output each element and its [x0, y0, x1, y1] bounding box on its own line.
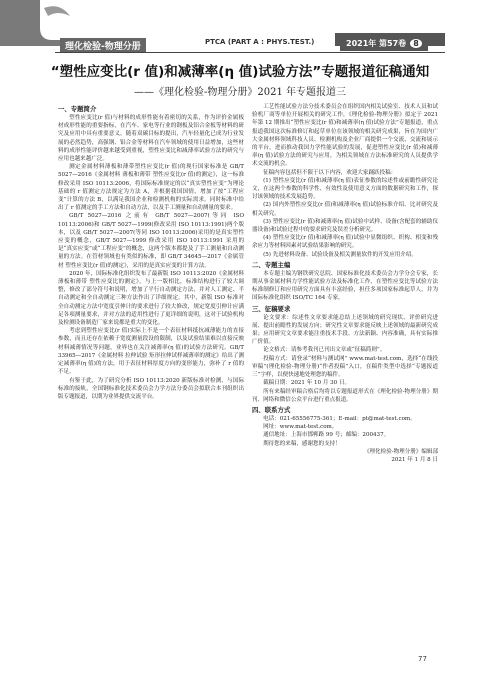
signature-date: 2021 年 1 月 8 日	[391, 456, 438, 463]
paragraph: 截稿日期：2021 年 10 月 30 日。	[263, 380, 351, 387]
paragraph: 有鉴于此，为了研究分析 ISO 10113:2020 新版标准对检测、与国际标准的接轨，全国钢标准化技术委员会力学方法分委员会拟联合本刊组织出版专题报道，以期为业界提供交流平台。	[58, 377, 244, 400]
paragraph: 工艺性能试验方法分技术委员会在组织国内相关试验室、技术人员和试验机厂商等单位开展相关的研究工作，《理化检验-物理分册》拟定于 2021 年第 12 期推出“塑性应变比(r 值)和减薄率(η 值)试验方法”专题报道，重点报道我国这次标准修订和起草单位在该领域的相关研究成果，旨在为国内广大金属材料领域科技人员、检测机构及企业厂商提供一个交流、交流和展示的平台，进而推动我国力学性能试验的发展，促进塑性应变比(r 值)和减薄率(η 值)试验方法的研究与应用，为相关领域在方法标准研究的人员提供学术交流的机会。	[252, 104, 438, 168]
issue-number: 8	[410, 39, 422, 48]
list-item: (5) 先进材料设备、试验设备及相关测量软件的开发应用介绍。	[263, 251, 417, 258]
issue-badge	[340, 36, 428, 51]
paragraph: 论文格式：请参考我刊已刊出文章或“征稿简则”。	[263, 347, 386, 354]
list-item: (2) 国内外塑性应变比(r 值)和减薄率(η 值)试验标准介绍、比对研究及相关研究。	[252, 202, 438, 217]
paragraph: 投稿方式：请登录“材料与测试网” www.mat-test.com，选择“在线投审稿”(理化检验-物理分册)“作者投稿”入口，在稿件类型中选择“专题报道三”字样，以便快速地处理您的稿件。	[252, 355, 438, 379]
header-rule	[55, 52, 445, 53]
contact-line: 通信地址：上海市邯郸路 99 号；邮编：200437。	[263, 432, 390, 439]
article-subtitle: ——《理化检验-物理分册》2021 年专题报道三	[133, 87, 346, 98]
paragraph: 本专题主编为钢铁研究总院、国家标准化技术委员会力学分会专家，长期从事金属材料力学性能试验方法及标准化工作，在塑性应变比等试验方法标准制修订和应用研究方面具有丰富经验，担任多项国家标准起草人，并为国际标准化组织 ISO/TC 164 专家。	[252, 270, 438, 302]
contact-line: 电话：021-65556775-361；E-mail：pt@mat-test.com。	[263, 415, 416, 422]
journal-logo-text: 理化检验-物理分册	[60, 38, 146, 53]
list-item: (1) 塑性应变比(r 值)和减薄率(η 值)表征参数的综述性或前瞻性研究论文，在这两个参数的科学性、有效性及使用意义方面的数据研究和工作，探讨该领域的技术发展趋势。	[252, 177, 438, 201]
section-heading-requirements: 三、征稿要求	[252, 304, 291, 313]
issue-text: 2021年 第57卷	[346, 39, 407, 48]
paragraph: 测定金属材料薄板和薄带塑性应变比(r 值)的现行国家标准是 GB/T 5027—2016《金属材料 薄板和薄带 塑性应变比(r 值)的测定》，这一标准修改采用 ISO 10113:2006，将国际标准规定的以“真实塑性应变”为理论基础的 r 值测定方法规定为方法 A，并根据我国国情，增加了按“工程应变”计算的方法 B，以满足我国企业和检测机构的实际需求。同时标准中给出了 r 值测定的手工方法和自动方法，以及手工测量和自动测量的要求。	[58, 164, 244, 212]
list-item: (4) 塑性应变比(r 值)和减薄率(η 值)试验中显微组织、织构、相变和残余应力等材料因素对试验结果影响的研究。	[252, 235, 438, 250]
contact-line: 网址：www.mat-test.com。	[263, 424, 338, 431]
section-heading-contact: 四、联系方式	[252, 405, 291, 414]
paragraph: 2020 年，国际标准化组织发布了最新版 ISO 10113:2020《金属材料 薄板和薄带 塑性应变比的测定》，与上一版相比，标准结构进行了较大调整，修改了部分符号和说明，增加了平行自动测定方法，并对人工测定、半自动测定和全自动测定三种方法作出了详细规定。其中，新版 ISO 标准对全自动测定方法中宽度引伸计的要求进行了较大修改，规定宽度引伸计应满足各项测量要求，并对方法的适用性进行了更详细的说明，这对于试验机构及检测设备制造厂家来说都是重大的变化。	[58, 270, 244, 327]
paragraph: GB/T 5027—2016 之前有 GB/T 5027—2007(等同 ISO 10113:2006)和 GB/T 5027—1999(修改采用 ISO 10113:1991)两个版本，以及 GB/T 5027—2007(等同 ISO 10113:2006)采用的是真实塑性应变的概念，GB/T 5027—1999 修改采用 ISO 10113:1991 采用的是“真实应变”或“工程应变”的概念，这两个版本都提及了手工测量和自动测量的方法。在管材领域也有类似的标准，即 GB/T 34645—2017《金属管材 塑性应变比(r 值)的测定》，采用的是真实应变的计算方法。	[58, 213, 244, 269]
page-header	[0, 0, 480, 52]
section-heading-editor: 二、专题主编	[252, 260, 291, 269]
list-item: (3) 塑性应变比(r 值)和减薄率(η 值)试验中试样、设备(含配套的辅助仪器设备)和试验过程中的要求研究及误差分析研究。	[252, 218, 438, 234]
paragraph: 考虑到塑性应变比(r 值)实际上不是一个表征材料抵抗减薄能力的直接参数，而且还存在依赖于宽度测量段设的限制，以及试验结果难以直接反映材料减薄情况等问题，业界也在关注减薄率(η 值)的试验方法研究。GB/T 33965—2017《金属材料 拉伸试验 矩形拉伸试样减薄率的测定》给出了测定减薄率(η 值)的方法，用于表征材料厚度方向的变形能力，弥补了 r 值的不足。	[58, 328, 244, 376]
contact-line: 期待您的来稿，感谢您的支持！	[263, 440, 341, 447]
article-title: “塑性应变比(r 值)和减薄率(η 值)试验方法”专题报道征稿通知	[50, 64, 430, 80]
right-column	[252, 103, 438, 464]
paragraph: 论文要求：综述性文章要求能总结上述领域的研究现状、评价研究进展、提出前瞻性的发展方向；研究性文章要求能反映上述领域的最新研究成果；应用研究文章要求能注重技术手段、方法新颖、内容准确，具有实际推广价值。	[252, 314, 438, 346]
journal-name: PTCA (PART A : PHYS.TEST.)	[205, 38, 315, 46]
paragraph: 所有来稿经审稿合格后均将以专题报道形式在《理化检验-物理分册》期刊、网络和微信公众平台进行重点报道。	[252, 388, 438, 403]
section-heading-intro: 一、专题简介	[58, 105, 97, 113]
list-intro: 征稿内容包括但不限于以下内容，欢迎大家踊跃投稿：	[263, 169, 397, 176]
paragraph: 塑性应变比(r 值)与材料的成形性能有着密切的关系，作为评价金属板材成形性能的重要指标，在汽车、家电等行业的钢板及铝合金板等材料的研究及应用中具有重要意义。随着双碳目标的提出，汽车轻量化已成为行业发展的必然趋势，高强钢、铝合金等材料在汽车领域的使用日益增加，这些材料的成形性能评价越来越受到重视，塑性应变比和减薄率试验方法的研究与应用也越来越广泛。	[58, 115, 244, 163]
signature-editorial: 《理化检验-物理分册》编辑部	[364, 448, 438, 455]
left-column	[58, 103, 244, 401]
page-number: 77	[418, 655, 427, 663]
